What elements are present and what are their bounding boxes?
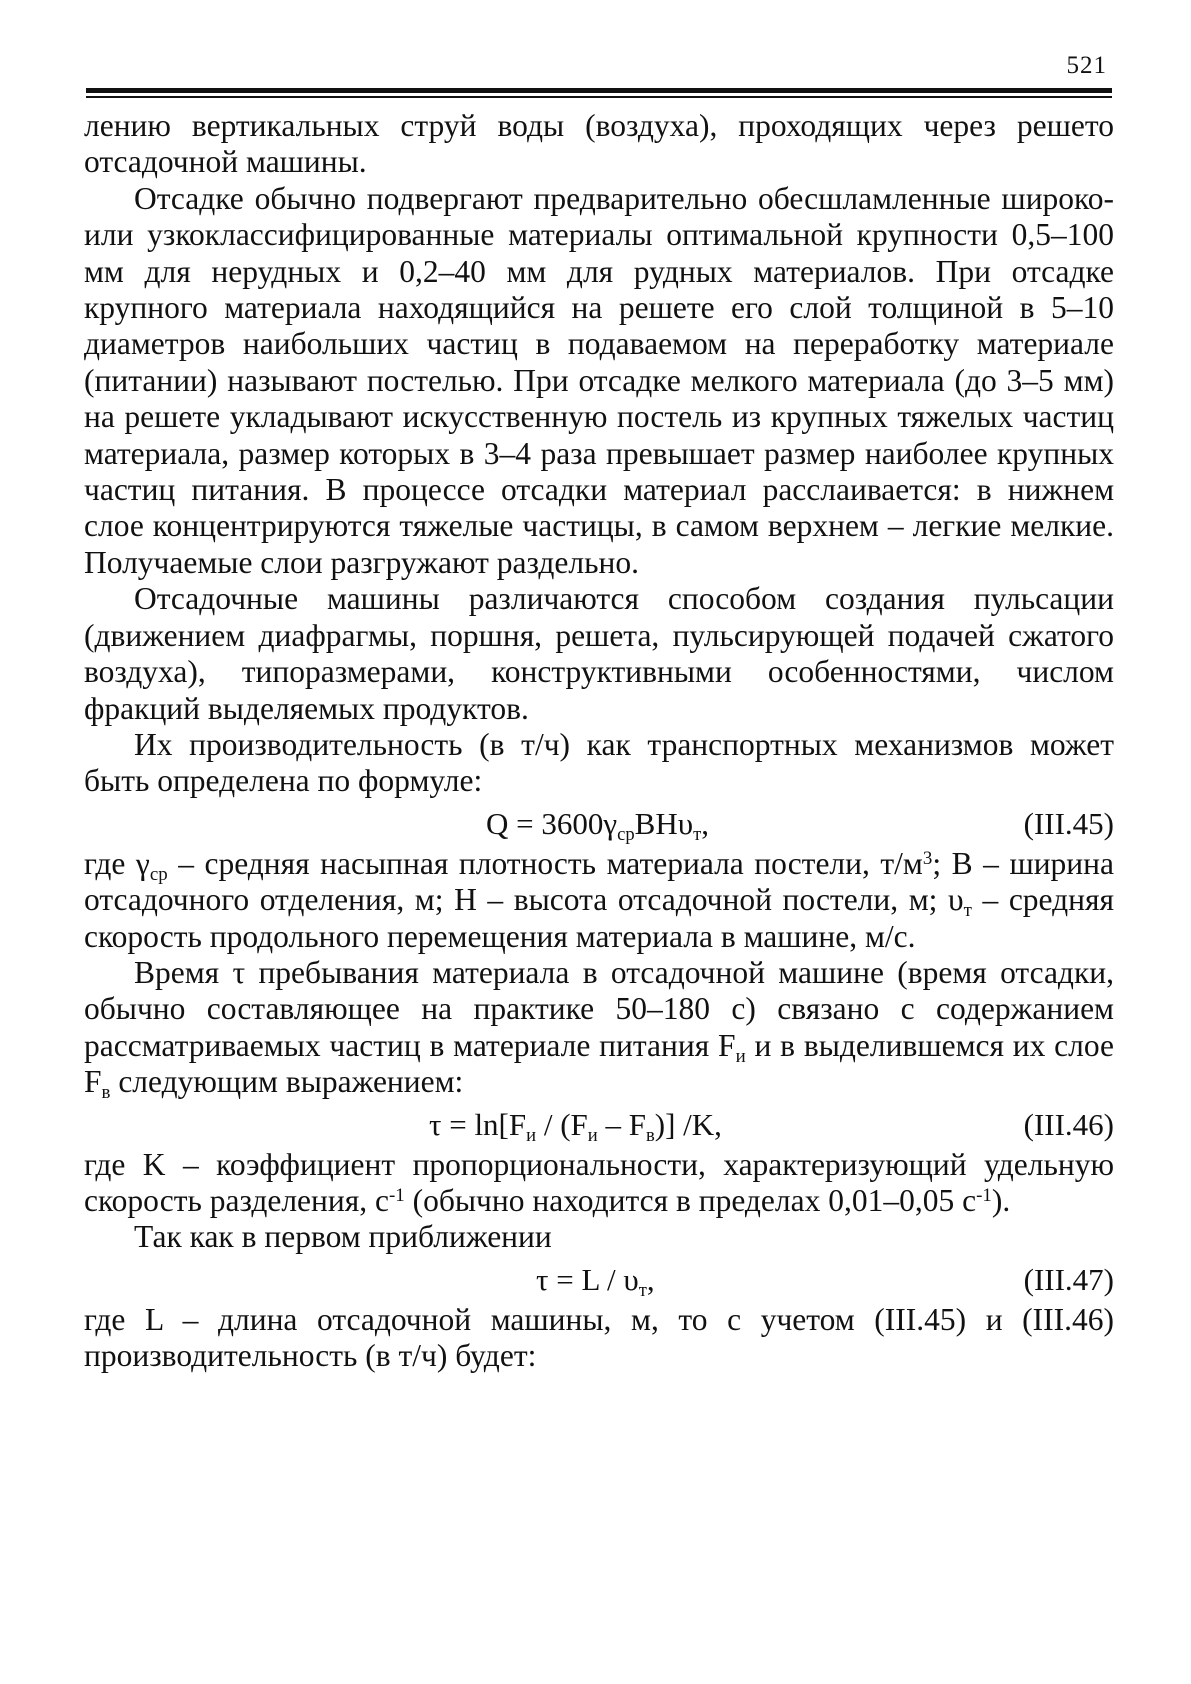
page-body [84, 108, 1114, 1375]
header-rule-thick [86, 88, 1112, 93]
paragraph-formula-45-legend: где $\gamma_{ср}$ – средняя насыпная плотность материала постели, $т/м^3$; B – ширина отсадочного отделения, м; H – высота отсадочной постели, м; $\upsilon_т$ – средняя скорость продольного перемещения материала в машине, м/с. [84, 845, 1114, 954]
paragraph-jigging-materials: Отсадке обычно подвергают предварительно обесшламленные широко- или узкоклассифицированные материалы оптимальной крупности 0,5–100 мм для нерудных и 0,2–40 мм для рудных материалов. При отсадке крупного материала находящийся на решете его слой толщиной в 5–10 диаметров наибольших частиц в подаваемом на переработку материале (питании) называют постелью. При отсадке мелкого материала (до 3–5 мм) на решете укладывают искусственную постель из крупных тяжелых частиц материала, размер которых в 3–4 раза превышает размер наиболее крупных частиц питания. В процессе отсадки материал расслаивается: в нижнем слое концентрируются тяжелые частицы, в самом верхнем – легкие мелкие. Получаемые слои разгружают раздельно. [84, 180, 1114, 580]
paragraph-continuation: лению вертикальных струй воды (воздуха), проходящих через решето отсадочной машины. [84, 108, 1114, 180]
paragraph-first-approximation: Так как в первом приближении [134, 1219, 552, 1255]
paragraph-jig-types: Отсадочные машины различаются способом создания пульсации (движением диафрагмы, поршня, решета, пульсирующей подачей сжатого воздуха), типоразмерами, конструктивными особенностями, числом фракций выделяемых продуктов. [84, 581, 1114, 726]
paragraph-capacity-result: где L – длина отсадочной машины, м, то с учетом (III.45) и (III.46) производительность (в т/ч) будет: [84, 1301, 1114, 1374]
formula-number: (III.45) [1023, 805, 1114, 841]
formula-expression: $Q = 3600\gamma_{ср}BH\upsilon_т$, [486, 805, 709, 845]
formula-iii-46 [84, 1107, 1114, 1147]
formula-iii-47 [84, 1262, 1114, 1302]
page-number: 521 [1066, 52, 1107, 79]
formula-iii-45 [84, 806, 1114, 846]
formula-expression: $\tau = \ln[F_и / (F_и - F_в)]$ /K, [429, 1106, 722, 1146]
header-rule-thin [86, 96, 1112, 98]
formula-number: (III.47) [1023, 1261, 1114, 1297]
formula-expression: $\tau = L / \upsilon_т$, [536, 1261, 655, 1301]
formula-number: (III.46) [1023, 1106, 1114, 1142]
paragraph-capacity-intro: Их производительность (в т/ч) как транспортных механизмов может быть определена по формуле: [84, 726, 1114, 799]
paragraph-residence-time: Время τ пребывания материала в отсадочной машине (время отсадки, обычно составляющее на практике 50–180 с) связано с содержанием рассматриваемых частиц в материале питания $F_и$ и в выделившемся их слое $F_в$ следующим выражением: [84, 954, 1115, 1104]
paragraph-formula-46-legend: где K – коэффициент пропорциональности, характеризующий удельную скорость разделения, $с^{-1}$ (обычно находится в пределах 0,01–0,05 $с^{-1}$). [84, 1146, 1114, 1218]
